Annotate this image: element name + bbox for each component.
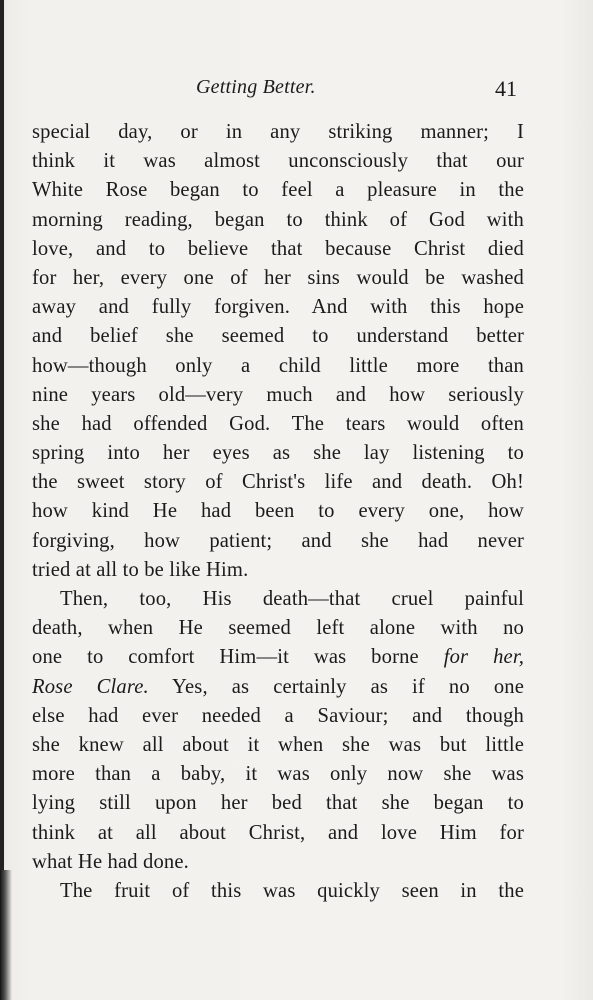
text-line: death, when He seemed left alone with no xyxy=(32,617,524,640)
text-line: tried at all to be like Him. xyxy=(32,558,249,581)
text-line-with-italic xyxy=(32,643,524,672)
paragraph-start-line: The fruit of this was quickly seen in the xyxy=(60,879,524,902)
text-line: White Rose began to feel a pleasure in the xyxy=(32,179,524,202)
page-header xyxy=(30,76,523,106)
page-edge-shadow-bottom xyxy=(0,870,12,1000)
paragraph-start-line: Then, too, His death—that cruel painful xyxy=(60,588,524,610)
text-line: she knew all about it when she was but little xyxy=(32,733,524,756)
line-roman-part: Yes, as certainly as if no one xyxy=(148,675,525,698)
text-line: the sweet story of Christ's life and death. Oh! xyxy=(32,471,524,494)
running-title: Getting Better. xyxy=(196,76,316,98)
line-roman-part: one to comfort Him—it was borne xyxy=(32,646,444,669)
text-line: nine years old—very much and how seriously xyxy=(32,383,524,406)
text-line: morning reading, began to think of God with xyxy=(32,208,524,231)
text-line: more than a baby, it was only now she was xyxy=(32,763,524,786)
text-line: and belief she seemed to understand better xyxy=(32,325,524,348)
page-number: 41 xyxy=(495,76,517,101)
text-line: lying still upon her bed that she began to xyxy=(32,792,524,815)
text-line: how—though only a child little more than xyxy=(32,354,524,377)
text-line: else had ever needed a Saviour; and though xyxy=(32,704,524,727)
text-line: forgiving, how patient; and she had never xyxy=(32,529,524,552)
text-line: spring into her eyes as she lay listening to xyxy=(32,442,524,465)
text-line: away and fully forgiven. And with this hope xyxy=(32,296,524,319)
text-line: think it was almost unconsciously that our xyxy=(32,150,524,173)
page-edge-shadow xyxy=(0,0,4,1000)
text-line: think at all about Christ, and love Him for xyxy=(32,821,524,844)
italic-emphasis: for her, xyxy=(443,646,525,669)
text-line: what He had done. xyxy=(32,850,189,873)
text-line: she had offended God. The tears would often xyxy=(32,412,524,435)
text-line-with-italic xyxy=(32,673,524,702)
italic-emphasis: Rose Clare. xyxy=(32,675,149,698)
body-text xyxy=(32,118,524,906)
text-line: love, and to believe that because Christ died xyxy=(32,237,524,260)
text-line: special day, or in any striking manner; I xyxy=(32,121,524,143)
text-line: for her, every one of her sins would be washed xyxy=(32,266,524,289)
text-line: how kind He had been to every one, how xyxy=(32,500,524,523)
